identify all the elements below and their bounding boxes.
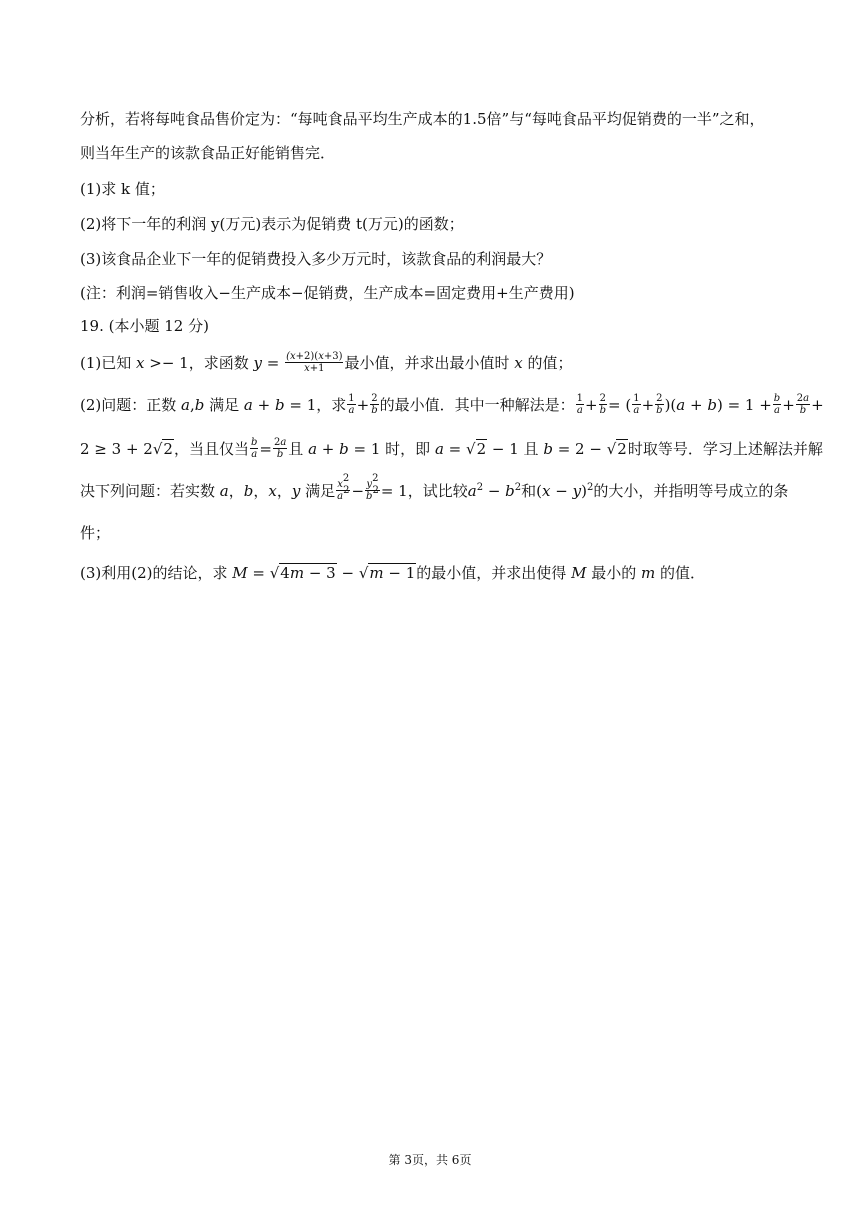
- text: 时，即: [380, 440, 435, 458]
- page-footer: 第 3页，共 6页: [388, 1153, 472, 1167]
- text: 最小的: [586, 564, 641, 582]
- text: ，求函数: [188, 354, 254, 372]
- text: 最小值，并求出最小值时: [344, 354, 515, 372]
- problem-19-part-2-cont: 决下列问题：若实数 a，b，x，y 满足 $\frac{x^2}{a^2}$ − $\frac{y^2}{b^2}$ = 1，试比较$a^2 - b^2$和$(x - y)^2$的大小，并指明等号成立的条: [80, 472, 789, 502]
- text: (3)利用(2)的结论，求: [80, 564, 233, 582]
- text: ，当且仅当: [173, 440, 249, 458]
- text-line: 则当年生产的该款食品正好能销售完．: [80, 144, 336, 162]
- text: 且: [518, 440, 544, 458]
- text-line: 分析，若将每吨食品售价定为：“每吨食品平均生产成本的1.5倍”与“每吨食品平均促销费的一半”之和，: [80, 110, 765, 128]
- note: (注：利润=销售收入−生产成本−促销费，生产成本=固定费用+生产费用): [80, 284, 575, 302]
- question-2: (2)将下一年的利润 y(万元)表示为促销费 t(万元)的函数；: [80, 215, 464, 233]
- text: 的最小值，并求出使得: [416, 564, 572, 582]
- text: 且: [288, 440, 309, 458]
- question-3: (3)该食品企业下一年的促销费投入多少万元时，该款食品的利润最大？: [80, 250, 552, 268]
- problem-19-part-3: (3)利用(2)的结论，求 M = √4m − 3 − √m − 1的最小值，并求出使得 M 最小的 m 的值．: [80, 564, 705, 582]
- problem-19-part-1: (1)已知 x >− 1，求函数 y = $\frac{(x+2)(x+3)}{x+1}$ 最小值，并求出最小值时 x 的值；: [80, 350, 573, 374]
- text: 的值；: [522, 354, 573, 372]
- text: (2)问题：正数: [80, 396, 182, 414]
- problem-19-heading: 19. (本小题 12 分): [80, 317, 209, 335]
- problem-19-part-2-cont: 件；: [80, 524, 111, 542]
- text: 和: [521, 482, 537, 500]
- text: 的最小值．其中一种解法是：: [379, 396, 575, 414]
- problem-19-part-2: (2)问题：正数 a,b 满足 a + b = 1，求 $\frac{1}{a}$ + $\frac{2}{b}$ 的最小值．其中一种解法是： $\frac{1}{a}$ + $\frac{2}{b}$ = ( $\frac{1}{a}$ + $\frac{2}{b}$ )(a + b) = 1 + $\frac{b}{a}$ + $\frac{2a}{b}$ +: [80, 392, 824, 416]
- text: 的大小，并指明等号成立的条: [593, 482, 789, 500]
- text: 满足: [204, 396, 244, 414]
- text: 的值．: [655, 564, 705, 582]
- problem-19-part-2-cont: 2 ≥ 3 + 2√2，当且仅当 $\frac{b}{a}$ = $\frac{2a}{b}$ 且 a + b = 1 时，即 a = √2 − 1 且 b = 2 − √2时取等号．学习上述解法并解: [80, 436, 823, 460]
- text: 时取等号．学习上述解法并解: [627, 440, 823, 458]
- question-1: (1)求 k 值；: [80, 180, 165, 198]
- text: (1)已知: [80, 354, 137, 372]
- text: ，试比较: [407, 482, 468, 500]
- text: 满足: [300, 482, 336, 500]
- text: ，求: [316, 396, 347, 414]
- text: 决下列问题：若实数: [80, 482, 220, 500]
